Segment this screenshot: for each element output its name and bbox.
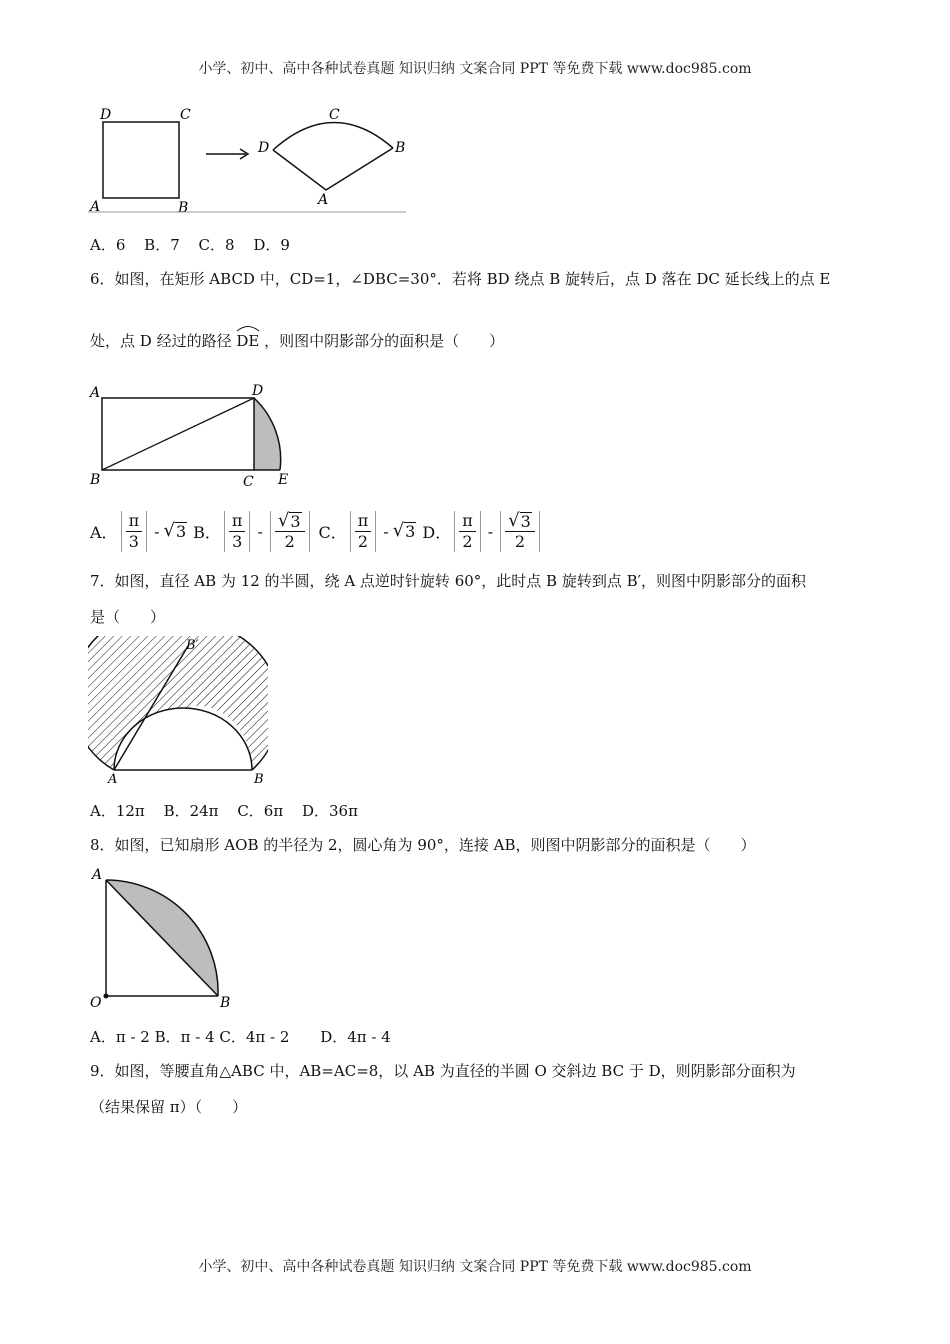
fig8-label-b: B — [220, 995, 231, 1010]
fig7-label-b: B — [254, 772, 264, 786]
fraction-denominator: 2 — [284, 531, 295, 551]
sector-arc — [273, 122, 393, 150]
sector-label-b: B — [395, 140, 406, 156]
q6-option-a-label: A． — [90, 522, 118, 542]
fig6-label-e: E — [278, 472, 289, 488]
q8-option-d: D．4π - 4 — [320, 1028, 391, 1046]
square-label-c: C — [180, 107, 191, 123]
fig7-label-a: A — [108, 772, 118, 786]
page-header: 小学、初中、高中各种试卷真题 知识归纳 文案合同 PPT 等免费下载 www.doc985.com — [198, 61, 752, 77]
fig6-label-c: C — [243, 474, 254, 488]
fraction-numerator: π — [126, 511, 143, 532]
q7-option-a: A．12π — [90, 802, 145, 820]
fraction-numerator: π — [459, 511, 476, 532]
minus-sign: - — [154, 521, 160, 541]
square-shape — [103, 122, 179, 198]
minus-sign: - — [257, 521, 263, 541]
q5-option-b: B．7 — [144, 236, 180, 254]
q6-b-root-fraction — [270, 511, 310, 552]
radical-icon: √ — [392, 520, 405, 541]
fraction-numerator: π — [355, 511, 372, 532]
radicand: 3 — [520, 511, 531, 531]
q7-options — [90, 800, 372, 821]
sector-radii — [273, 148, 393, 190]
sector-label-d: D — [258, 140, 270, 156]
q5-option-c: C．8 — [198, 236, 235, 254]
radicand: 3 — [175, 522, 187, 541]
q9-stem-line1: 9．如图，等腰直角△ABC 中，AB=AC=8，以 AB 为直径的半圆 O 交斜边 BC 于 D，则阴影部分面积为 — [90, 1062, 796, 1080]
q6-options — [90, 508, 543, 554]
q6-d-fraction — [454, 511, 481, 552]
fig6-rectangle-rotation — [88, 382, 298, 488]
square-label-a: A — [90, 199, 101, 215]
square-label-d: D — [100, 107, 112, 123]
minus-sign: - — [383, 521, 389, 541]
sector-label-c: C — [329, 107, 340, 123]
radical-icon: √ — [508, 509, 520, 531]
q6-stem-line1: 6．如图，在矩形 ABCD 中，CD=1，∠DBC=30°．若将 BD 绕点 B 旋转后，点 D 落在 DC 延长线上的点 E — [90, 270, 831, 288]
radicand: 3 — [290, 511, 301, 531]
fraction-denominator: 3 — [232, 531, 243, 551]
minus-sign: - — [487, 521, 494, 541]
fraction-denominator: 3 — [128, 531, 139, 551]
q7-stem-line2: 是（ ） — [90, 608, 166, 626]
q6-a-fraction — [121, 511, 148, 552]
q6-d-root-fraction — [500, 511, 540, 552]
fig5-square-to-sector — [88, 100, 408, 216]
q7-option-b: B．24π — [163, 802, 219, 820]
fig6-label-b: B — [90, 472, 101, 488]
fraction-numerator — [505, 511, 535, 532]
sector-label-a: A — [318, 192, 329, 208]
fig8-label-a: A — [92, 867, 103, 883]
diagonal-bd — [102, 398, 254, 470]
q8-options-abc: A．π - 2 B．π - 4 C．4π - 2 — [90, 1028, 290, 1046]
fraction-numerator — [275, 511, 305, 532]
q5-options — [90, 234, 304, 255]
fig7-label-b-prime: B′ — [186, 638, 199, 653]
q6-c-fraction — [350, 511, 377, 552]
arc-notation — [236, 332, 259, 350]
fraction-denominator: 2 — [514, 531, 526, 551]
q5-option-d: D．9 — [253, 236, 290, 254]
fig7-rotated-semicircle — [88, 636, 268, 786]
fraction-denominator: 2 — [462, 531, 473, 551]
q5-option-a: A．6 — [90, 236, 126, 254]
q6-stem-post: ，则图中阴影部分的面积是（ ） — [264, 332, 505, 350]
fig6-label-d: D — [252, 383, 264, 399]
q9-stem-line2: （结果保留 π）（ ） — [90, 1098, 248, 1116]
q6-option-d-label: D． — [422, 522, 452, 542]
q7-stem-line1: 7．如图，直径 AB 为 12 的半圆，绕 A 点逆时针旋转 60°，此时点 B 旋转到点 B′，则图中阴影部分的面积 — [90, 572, 807, 590]
arc-overline-icon — [235, 322, 261, 332]
q6-option-c-label: C． — [318, 522, 347, 542]
q6-b-fraction — [224, 511, 251, 552]
page-footer: 小学、初中、高中各种试卷真题 知识归纳 文案合同 PPT 等免费下载 www.doc985.com — [198, 1259, 752, 1275]
q6-stem-line2 — [90, 330, 504, 351]
center-point — [104, 994, 109, 999]
radicand: 3 — [405, 522, 416, 541]
arc-label: DE — [236, 332, 260, 350]
fraction-numerator: π — [229, 511, 246, 532]
square-label-b: B — [178, 200, 189, 216]
q7-option-c: C．6π — [237, 802, 284, 820]
q8-stem: 8．如图，已知扇形 AOB 的半径为 2，圆心角为 90°，连接 AB，则图中阴影部分的面积是（ ） — [90, 836, 756, 854]
sqrt-expression — [393, 521, 417, 541]
radical-icon: √ — [163, 520, 175, 541]
q8-options — [90, 1026, 405, 1047]
radical-icon: √ — [277, 509, 290, 531]
fraction-denominator: 2 — [357, 531, 369, 551]
fig8-label-o: O — [90, 995, 102, 1010]
sqrt-expression — [163, 521, 187, 541]
fig8-quarter-sector — [88, 866, 238, 1010]
q6-stem-pre: 处，点 D 经过的路径 — [90, 332, 232, 350]
q6-option-b-label: B． — [193, 522, 221, 542]
fig6-label-a: A — [90, 385, 101, 401]
q7-option-d: D．36π — [301, 802, 358, 820]
